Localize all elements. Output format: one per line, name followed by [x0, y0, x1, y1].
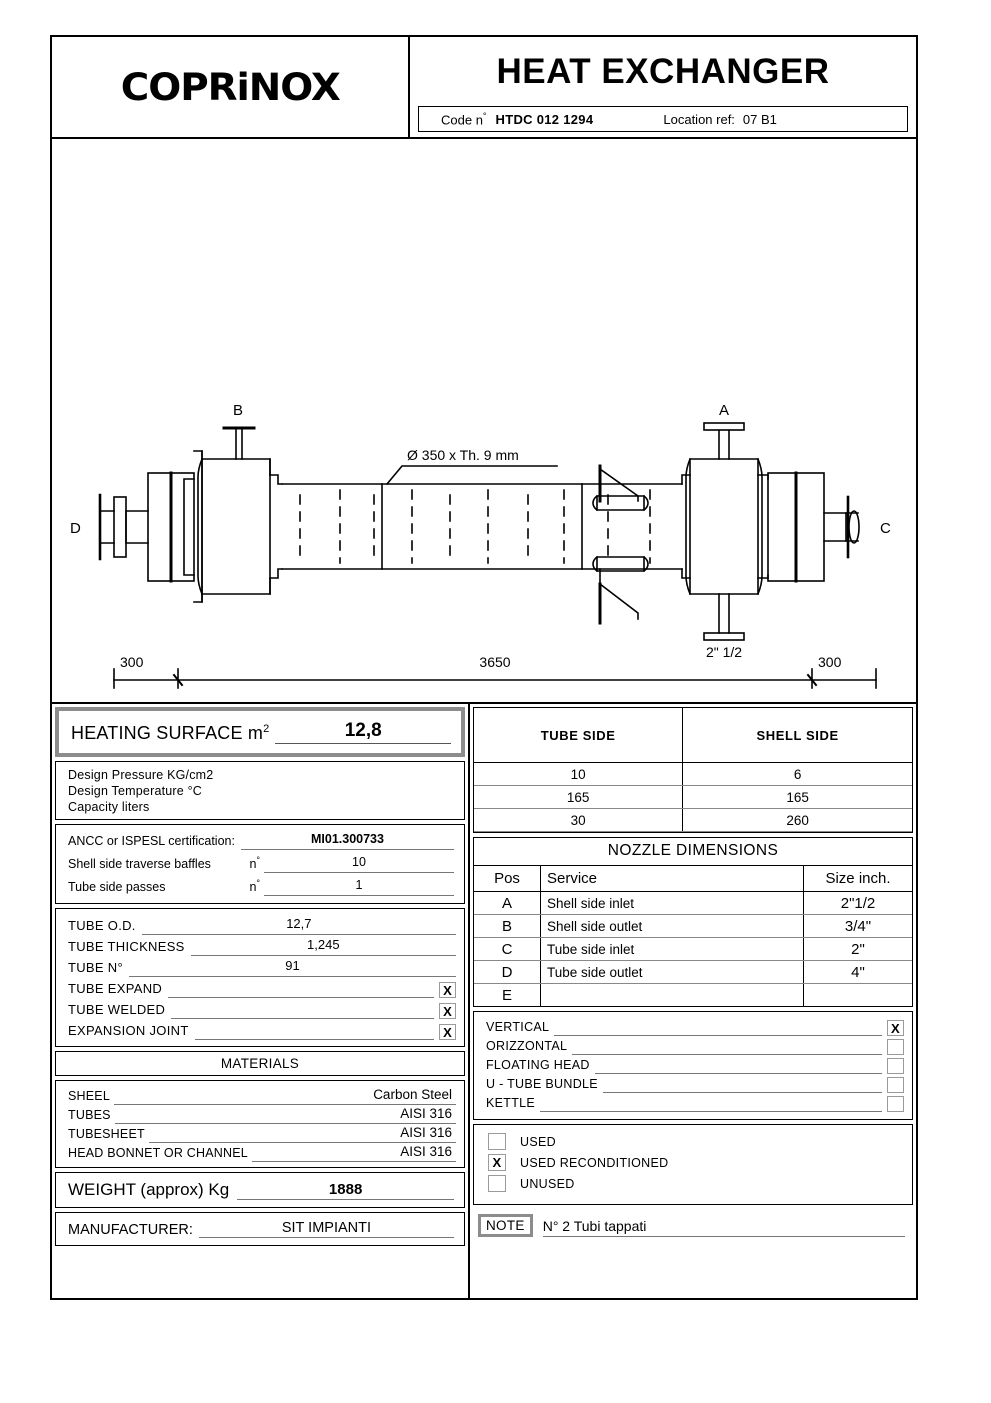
heating-surface-label: HEATING SURFACE $m^2$ — [71, 723, 270, 743]
vertical-checkbox[interactable]: X — [887, 1020, 904, 1036]
sheet-header — [52, 37, 916, 139]
nozzle-size-note: 2" 1/2 — [705, 644, 743, 660]
certification-value[interactable]: MI01.300733 — [241, 831, 454, 850]
nozzle-size-b: 3/4" — [804, 915, 913, 938]
material-shell-label: SHEEL — [68, 1089, 110, 1104]
u-tube-bundle-checkbox[interactable] — [887, 1077, 904, 1093]
tube-thickness-label: TUBE THICKNESS — [68, 939, 185, 955]
tube-side-header: TUBE SIDE — [474, 708, 683, 763]
orientation-row — [486, 1094, 904, 1112]
nozzle-row — [474, 961, 912, 984]
expansion-joint-label: EXPANSION JOINT — [68, 1023, 189, 1039]
table-header-row — [474, 708, 912, 763]
equipment-drawing — [52, 139, 916, 704]
nozzle-pos-d: D — [474, 961, 541, 984]
nozzle-service-a: Shell side inlet — [541, 892, 804, 915]
table-row — [474, 763, 912, 786]
used-reconditioned-checkbox[interactable]: X — [488, 1154, 506, 1171]
tube-welded-label: TUBE WELDED — [68, 1002, 166, 1018]
weight-value[interactable]: 1888 — [237, 1181, 454, 1200]
page-title: HEAT EXCHANGER — [496, 51, 830, 91]
passes-label: Tube side passes — [68, 880, 166, 895]
materials-title: MATERIALS — [220, 1056, 300, 1072]
location-field — [655, 112, 777, 127]
material-row — [68, 1143, 456, 1162]
material-row — [68, 1105, 456, 1124]
square-exponent: 2 — [263, 723, 270, 735]
nozzle-label-c: C — [880, 520, 891, 537]
material-head-value[interactable]: AISI 316 — [252, 1143, 456, 1162]
note-row — [473, 1209, 913, 1243]
used-checkbox[interactable] — [488, 1133, 506, 1150]
tube-row — [68, 936, 456, 956]
unused-label: UNUSED — [520, 1176, 575, 1191]
degree-icon: ° — [482, 110, 487, 121]
nozzle-label-d: D — [70, 520, 81, 537]
unused-checkbox[interactable] — [488, 1175, 506, 1192]
kettle-label: KETTLE — [486, 1096, 536, 1110]
materials-title-box — [55, 1051, 465, 1076]
dim-left-label: 300 — [120, 654, 144, 670]
shell-capacity-value: 260 — [683, 809, 912, 832]
passes-n-symbol: n° — [249, 878, 260, 895]
nozzle-size-e — [804, 984, 913, 1007]
table-row — [474, 809, 912, 832]
nozzle-row — [474, 892, 912, 915]
manufacturer-box — [55, 1212, 465, 1246]
heating-surface-value[interactable]: 12,8 — [275, 720, 451, 744]
shell-size-note: Ø 350 x Th. 9 mm — [407, 447, 519, 463]
manufacturer-value[interactable]: SIT IMPIANTI — [199, 1220, 454, 1238]
left-column — [52, 704, 470, 1298]
design-temperature-label: Design Temperature °C — [68, 784, 203, 798]
tube-temperature-value: 165 — [474, 786, 683, 809]
nozzle-service-header: Service — [541, 866, 804, 892]
manufacturer-label: MANUFACTURER: — [68, 1222, 193, 1239]
materials-box — [55, 1080, 465, 1168]
nozzle-size-c: 2" — [804, 938, 913, 961]
nozzle-row — [474, 938, 912, 961]
header-right — [410, 37, 916, 137]
vertical-label: VERTICAL — [486, 1020, 550, 1034]
certification-label: ANCC or ISPESL certification: — [68, 834, 235, 848]
weight-box — [55, 1172, 465, 1208]
tube-number-value[interactable]: 91 — [129, 957, 456, 977]
condition-row — [488, 1175, 904, 1192]
orientation-row — [486, 1018, 904, 1036]
tube-specs-box — [55, 908, 465, 1047]
tube-row — [68, 999, 456, 1019]
material-tubes-value[interactable]: AISI 316 — [115, 1105, 456, 1124]
orientation-row — [486, 1037, 904, 1055]
tube-row — [68, 1020, 456, 1040]
code-field — [419, 111, 593, 127]
baffles-value[interactable]: 10 — [264, 854, 454, 873]
material-head-label: HEAD BONNET OR CHANNEL — [68, 1146, 248, 1161]
location-value: 07 B1 — [742, 111, 777, 127]
shell-side-header: SHELL SIDE — [683, 708, 912, 763]
code-label: Code n — [441, 112, 483, 128]
nozzle-pos-a: A — [474, 892, 541, 915]
specification-area — [52, 704, 916, 1298]
table-row — [474, 786, 912, 809]
tube-od-label: TUBE O.D. — [68, 918, 136, 934]
nozzle-pos-b: B — [474, 915, 541, 938]
dim-center-label: 3650 — [479, 654, 511, 670]
nozzle-title: NOZZLE DIMENSIONS — [474, 838, 912, 866]
datasheet-frame — [50, 35, 918, 1300]
tube-row — [68, 915, 456, 935]
orientation-row — [486, 1056, 904, 1074]
location-label: Location ref: — [663, 111, 735, 127]
company-logo — [52, 37, 410, 137]
design-conditions-labels — [55, 761, 465, 820]
orientation-box — [473, 1011, 913, 1120]
tube-expand-label: TUBE EXPAND — [68, 981, 163, 997]
logo-text: COPRiNOX — [120, 65, 340, 109]
material-row — [68, 1086, 456, 1105]
tube-capacity-value: 30 — [474, 809, 683, 832]
nozzle-service-b: Shell side outlet — [541, 915, 804, 938]
tube-shell-table — [474, 708, 912, 832]
condition-row — [488, 1154, 904, 1171]
passes-value[interactable]: 1 — [264, 877, 454, 896]
used-label: USED — [520, 1134, 556, 1149]
nozzle-dimensions-box — [473, 837, 913, 1007]
certification-row — [68, 831, 454, 850]
code-bar — [418, 106, 908, 132]
nozzle-size-a: 2"1/2 — [804, 892, 913, 915]
nozzle-size-header: Size inch. — [804, 866, 913, 892]
floating-head-checkbox[interactable] — [887, 1058, 904, 1074]
side-conditions-table — [473, 707, 913, 833]
orientation-row — [486, 1075, 904, 1093]
nozzle-row — [474, 984, 912, 1007]
nozzle-service-e — [541, 984, 804, 1007]
tube-welded-checkbox[interactable]: X — [439, 1003, 456, 1019]
shell-temperature-value: 165 — [683, 786, 912, 809]
weight-label: WEIGHT (approx) Kg — [68, 1180, 230, 1200]
dim-right-label: 300 — [818, 654, 842, 670]
orizzontal-label: ORIZZONTAL — [486, 1039, 568, 1053]
u-tube-bundle-label: U - TUBE BUNDLE — [486, 1077, 598, 1091]
nozzle-pos-e: E — [474, 984, 541, 1007]
used-reconditioned-label: USED RECONDITIONED — [520, 1155, 669, 1170]
material-row — [68, 1124, 456, 1143]
nozzle-pos-header: Pos — [474, 866, 541, 892]
nozzle-label-b: B — [232, 402, 244, 419]
condition-box — [473, 1124, 913, 1205]
note-tag: NOTE — [478, 1214, 533, 1237]
tube-expand-checkbox[interactable]: X — [439, 982, 456, 998]
tube-thickness-value[interactable]: 1,245 — [191, 936, 456, 956]
material-tubesheet-label: TUBESHEET — [68, 1127, 145, 1142]
nozzle-service-d: Tube side outlet — [541, 961, 804, 984]
note-text[interactable]: N° 2 Tubi tappati — [543, 1218, 905, 1237]
nozzle-label-a: A — [718, 402, 730, 419]
material-shell-value[interactable]: Carbon Steel — [114, 1086, 456, 1105]
tube-number-label: TUBE N° — [68, 960, 123, 976]
tube-pressure-value: 10 — [474, 763, 683, 786]
floating-head-label: FLOATING HEAD — [486, 1058, 590, 1072]
expansion-joint-checkbox[interactable]: X — [439, 1024, 456, 1040]
capacity-label: Capacity liters — [68, 800, 150, 814]
nozzle-pos-c: C — [474, 938, 541, 961]
kettle-checkbox[interactable] — [887, 1096, 904, 1112]
tube-row — [68, 978, 456, 998]
baffles-n-symbol: n° — [249, 855, 260, 872]
material-tubesheet-value[interactable]: AISI 316 — [149, 1124, 456, 1143]
heat-exchanger-svg — [52, 139, 916, 700]
heating-surface-box — [55, 707, 465, 757]
nozzle-size-d: 4" — [804, 961, 913, 984]
orizzontal-checkbox[interactable] — [887, 1039, 904, 1055]
material-tubes-label: TUBES — [68, 1108, 111, 1123]
baffles-label: Shell side traverse baffles — [68, 857, 211, 872]
nozzle-table — [474, 866, 912, 1006]
condition-row — [488, 1133, 904, 1150]
tube-row — [68, 957, 456, 977]
baffles-row — [68, 852, 454, 873]
passes-row — [68, 875, 454, 896]
nozzle-service-c: Tube side inlet — [541, 938, 804, 961]
tube-od-value[interactable]: 12,7 — [142, 915, 456, 935]
code-value: HTDC 012 1294 — [495, 112, 594, 128]
design-pressure-label: Design Pressure KG/cm2 — [68, 768, 214, 782]
right-column — [470, 704, 916, 1298]
nozzle-row — [474, 915, 912, 938]
shell-pressure-value: 6 — [683, 763, 912, 786]
nozzle-header-row — [474, 866, 912, 892]
certification-box — [55, 824, 465, 904]
